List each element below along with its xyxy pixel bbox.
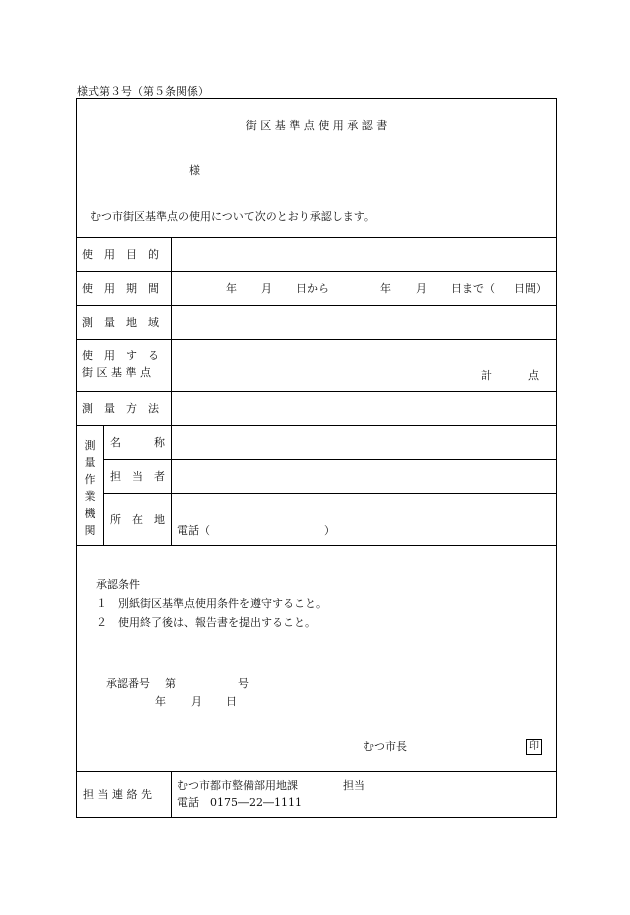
agency-phone-suffix: ） [324,524,335,537]
period-label: 使 用 期 間 [82,282,159,295]
approval-month: 月 [191,695,202,708]
document-title: 街 区 基 準 点 使 用 承 認 書 [245,119,388,132]
addressee-suffix: 様 [189,164,200,177]
condition-item: ２ 使用終了後は、報告書を提出すること。 [96,616,316,629]
agency-staff-label: 担 当 者 [110,470,165,483]
intro-text: むつ市街区基準点の使用について次のとおり承認します。 [90,210,375,223]
contact-label: 担 当 連 絡 先 [83,788,152,801]
period-month-from: 月 [261,282,272,295]
agency-address-label: 所 在 地 [110,513,165,526]
condition-item: １ 別紙街区基準点使用条件を遵守すること。 [96,597,327,610]
period-year-from: 年 [226,282,237,295]
divider [76,771,557,772]
approval-dai: 第 [165,677,176,690]
agency-phone-prefix: 電話（ [177,524,210,537]
purpose-field[interactable] [172,238,556,271]
form-number: 様式第３号（第５条関係） [77,85,209,98]
form-frame [76,98,557,818]
method-field[interactable] [172,392,556,425]
period-month-to: 月 [416,282,427,295]
column-divider [103,425,104,545]
approval-go: 号 [238,677,249,690]
agency-name-label: 名 称 [110,436,165,449]
approval-number-label: 承認番号 [106,677,150,690]
points-total-label: 計 [481,369,492,382]
points-label-line2: 街 区 基 準 点 [82,366,151,379]
contact-department: むつ市都市整備部用地課 [177,779,298,792]
period-days: 日間） [514,282,547,295]
column-divider [171,771,172,818]
seal-mark: 印 [526,739,542,755]
agency-group-label: 測量作業機関 [84,439,96,537]
period-day-to: 日まで（ [451,282,495,295]
conditions-heading: 承認条件 [96,578,140,591]
divider [76,425,557,426]
approval-year: 年 [155,695,166,708]
mayor-label: むつ市長 [363,740,407,753]
divider [76,271,557,272]
period-day-from: 日から [296,282,329,295]
contact-phone: 電話 0175―22―1111 [177,796,302,809]
contact-tantou: 担当 [343,779,365,792]
area-label: 測 量 地 域 [82,316,159,329]
column-divider [171,237,172,545]
points-unit: 点 [528,369,539,382]
divider [76,545,557,546]
method-label: 測 量 方 法 [82,402,159,415]
period-year-to: 年 [380,282,391,295]
purpose-label: 使 用 目 的 [82,248,159,261]
approval-day: 日 [226,695,237,708]
area-field[interactable] [172,306,556,339]
divider [76,339,557,340]
points-label-line1: 使 用 す る [82,349,159,362]
